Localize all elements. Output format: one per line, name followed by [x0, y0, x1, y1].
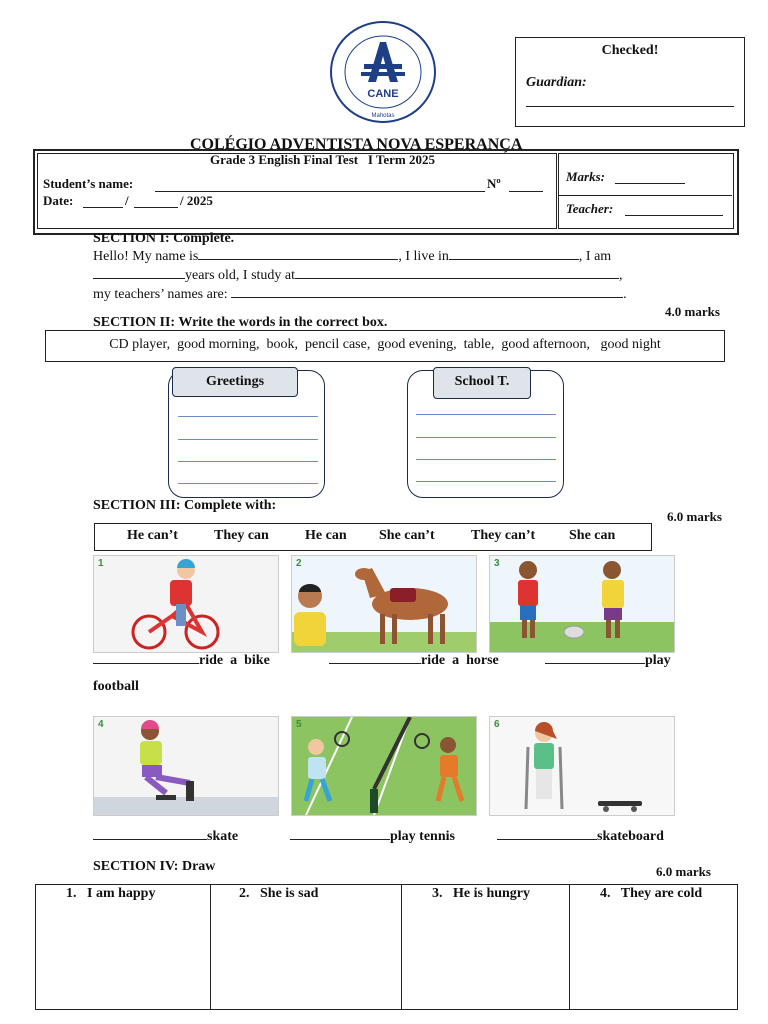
option-4: She can’t: [379, 528, 435, 543]
number-label: Nº: [487, 176, 501, 191]
option-3: He can: [305, 528, 347, 543]
teacher-label: Teacher:: [566, 201, 614, 216]
greetings-line-1[interactable]: [178, 416, 318, 417]
teachers-blank[interactable]: [231, 297, 623, 298]
checked-box: [515, 37, 745, 127]
draw-table: [35, 884, 738, 1010]
answer-blank-3[interactable]: [545, 663, 645, 664]
draw-cell-3-label: 3. He is hungry: [432, 886, 531, 901]
sentence-5: play tennis: [390, 829, 455, 844]
sentence-row2-c: [497, 829, 664, 845]
section1-title: SECTION I: Complete.: [93, 231, 235, 246]
option-1: He can’t: [127, 528, 178, 543]
teacher-field[interactable]: [625, 215, 723, 216]
answer-blank-6[interactable]: [497, 839, 597, 840]
line2-text-a: years old, I study at: [185, 268, 296, 283]
date-year: / 2025: [180, 193, 213, 208]
school-things-line-2[interactable]: [416, 437, 556, 438]
section4-title: SECTION IV: Draw: [93, 859, 216, 874]
student-name-field[interactable]: [155, 191, 485, 192]
answer-blank-4[interactable]: [93, 839, 207, 840]
section3-title: SECTION III: Complete with:: [93, 498, 277, 513]
comma: ,: [619, 268, 623, 283]
pic-number-1: 1: [98, 558, 104, 569]
section4-marks: 6.0 marks: [656, 864, 711, 879]
draw-cell-4[interactable]: [570, 885, 737, 1009]
options-bar: [94, 523, 652, 551]
draw-cell-4-label: 4. They are cold: [600, 886, 703, 901]
picture-girl-crutches: [489, 716, 675, 816]
picture-boy-riding-bike: [93, 555, 279, 653]
sentence-row2-a: [93, 829, 238, 845]
word-bank-text: CD player, good morning, book, pencil case, good evening, table, good afternoon, good night: [109, 337, 661, 352]
date-month-field[interactable]: [134, 207, 178, 208]
marks-field[interactable]: [615, 183, 685, 184]
picture-girl-skating: [93, 716, 279, 816]
test-title: Grade 3 English Final Test I Term 2025: [210, 152, 436, 167]
section1-line1: [93, 249, 611, 265]
greetings-line-4[interactable]: [178, 483, 318, 484]
picture-boy-and-horse: [291, 555, 477, 653]
number-field[interactable]: [509, 191, 543, 192]
school-things-label: School T.: [433, 367, 531, 399]
greetings-line-3[interactable]: [178, 461, 318, 462]
checked-title: Checked!: [601, 43, 659, 58]
age-blank[interactable]: [93, 278, 185, 279]
draw-cell-2-label: 2. She is sad: [239, 886, 319, 901]
section2-title: SECTION II: Write the words in the correct box.: [93, 315, 388, 330]
draw-cell-2[interactable]: [211, 885, 402, 1009]
sentence-row1-b: [329, 653, 499, 669]
option-5: They can’t: [471, 528, 536, 543]
pic-number-3: 3: [494, 558, 500, 569]
answer-blank-2[interactable]: [329, 663, 421, 664]
live-blank[interactable]: [449, 259, 579, 260]
pic-number-2: 2: [296, 558, 302, 569]
sentence-3: play: [645, 653, 671, 668]
header-table: [33, 149, 739, 235]
student-name-label: Student’s name:: [43, 176, 134, 191]
date-label: Date:: [43, 193, 74, 208]
guardian-signature-line[interactable]: [526, 106, 734, 107]
date-day-field[interactable]: [83, 207, 123, 208]
sentence-3-wrap: football: [93, 679, 139, 694]
line1-text-c: , I am: [578, 249, 612, 264]
sentence-row1-c: [545, 653, 671, 669]
picture-boys-football: [489, 555, 675, 653]
section1-line3: [93, 287, 627, 303]
sentence-6: skateboard: [597, 829, 664, 844]
sentence-2: ride a horse: [421, 653, 499, 668]
school-name: COLÉGIO ADVENTISTA NOVA ESPERANÇA: [190, 136, 523, 153]
answer-blank-1[interactable]: [93, 663, 199, 664]
section3-marks: 6.0 marks: [667, 509, 722, 524]
greetings-line-2[interactable]: [178, 439, 318, 440]
guardian-label: Guardian:: [526, 75, 587, 90]
draw-cell-1-label: 1. I am happy: [66, 886, 156, 901]
date-separator: /: [125, 193, 129, 208]
school-things-box: [407, 370, 564, 498]
line1-text-b: , I live in: [398, 249, 449, 264]
school-things-line-3[interactable]: [416, 459, 556, 460]
name-blank[interactable]: [198, 259, 398, 260]
answer-blank-5[interactable]: [290, 839, 390, 840]
pic-number-4: 4: [98, 719, 104, 730]
sentence-4: skate: [207, 829, 239, 844]
line1-text-a: Hello! My name is: [93, 249, 199, 264]
line3-text-a: my teachers’ names are:: [93, 287, 228, 302]
logo-brand: CANE: [367, 88, 399, 100]
school-blank[interactable]: [295, 278, 619, 279]
sentence-row2-b: [290, 829, 455, 845]
section1-marks: 4.0 marks: [665, 304, 720, 319]
logo-place: Mahotas: [371, 113, 395, 119]
draw-cell-1[interactable]: [36, 885, 211, 1009]
pic-number-6: 6: [494, 719, 500, 730]
marks-label: Marks:: [566, 169, 606, 184]
sentence-row1: [93, 653, 270, 669]
school-things-line-1[interactable]: [416, 414, 556, 415]
section1-line2: [93, 268, 623, 284]
draw-cell-3[interactable]: [402, 885, 570, 1009]
pic-number-5: 5: [296, 719, 302, 730]
option-6: She can: [569, 528, 616, 543]
sentence-1: ride a bike: [199, 653, 270, 668]
word-bank: [45, 330, 725, 362]
option-2: They can: [214, 528, 269, 543]
picture-tennis: [291, 716, 477, 816]
school-things-line-4[interactable]: [416, 481, 556, 482]
period: .: [623, 287, 627, 302]
school-logo: [328, 20, 438, 124]
greetings-label: Greetings: [172, 367, 298, 397]
greetings-box: [168, 370, 325, 498]
